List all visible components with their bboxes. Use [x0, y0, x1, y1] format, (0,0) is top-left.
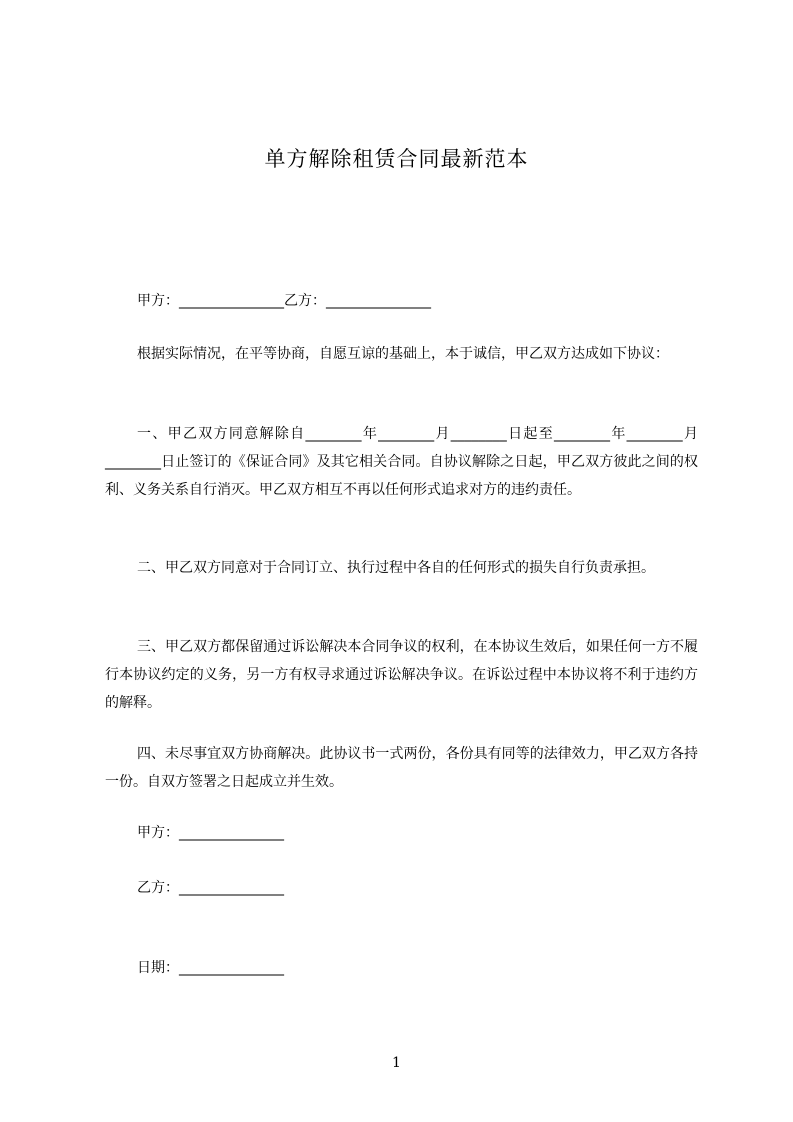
document-title: 单方解除租赁合同最新范本: [264, 147, 529, 171]
parties-line: 甲方：_______________乙方：_______________: [137, 293, 431, 309]
clause-one-paragraph: 一、甲乙双方同意解除自________年________月________日起至________年________月________日止签订的《保证合同》及其它相关合同。自协议解除之日起，甲乙双方彼此之间的权利、义务关系自行消灭。甲乙双方相互不再以任何形式追求对方的违约责任。: [105, 426, 698, 498]
signature-party-b: 乙方：_______________: [137, 880, 284, 896]
clause-four-paragraph: 四、未尽事宜双方协商解决。此协议书一式两份，各份具有同等的法律效力，甲乙双方各持一份。自双方签署之日起成立并生效。: [105, 746, 698, 790]
signature-party-a: 甲方：_______________: [137, 825, 284, 841]
preamble-paragraph: 根据实际情况，在平等协商，自愿互谅的基础上，本于诚信，甲乙双方达成如下协议：: [137, 346, 669, 362]
signature-date: 日期：_______________: [137, 960, 284, 976]
page-number: 1: [392, 1055, 401, 1071]
clause-three-paragraph: 三、甲乙双方都保留通过诉讼解决本合同争议的权利，在本协议生效后，如果任何一方不履行本协议约定的义务，另一方有权寻求通过诉讼解决争议。在诉讼过程中本协议将不利于违约方的解释。: [105, 639, 698, 711]
clause-two-paragraph: 二、甲乙双方同意对于合同订立、执行过程中各自的任何形式的损失自行负责承担。: [137, 560, 655, 576]
